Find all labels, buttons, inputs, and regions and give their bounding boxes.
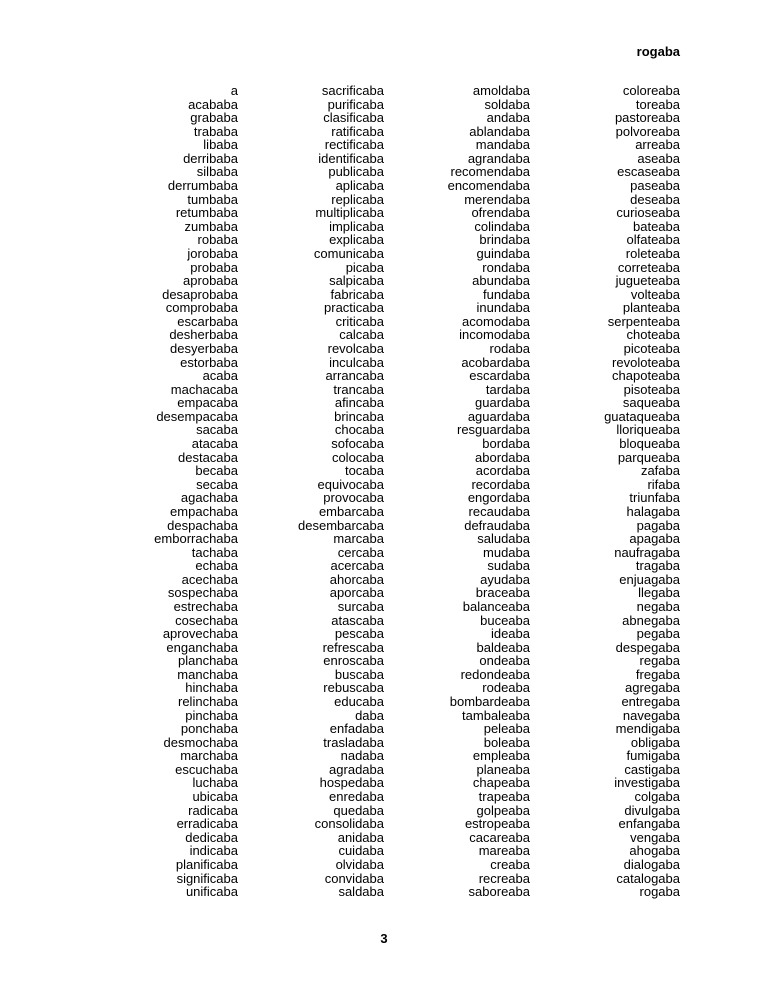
word-entry: practicaba: [324, 300, 384, 316]
word-entry: buceaba: [480, 612, 530, 628]
word-entry: trancaba: [333, 381, 384, 397]
word-entry: becaba: [195, 463, 238, 479]
word-entry: libaba: [203, 137, 238, 153]
word-entry: a: [230, 83, 238, 98]
word-entry: cosechaba: [175, 612, 238, 628]
page-number: 3: [380, 931, 388, 946]
word-entry: nadaba: [340, 748, 384, 764]
word-entry: encomendaba: [447, 178, 530, 194]
word-entry: defraudaba: [464, 517, 530, 533]
word-entry: mandaba: [475, 137, 530, 153]
word-entry: estropeaba: [464, 816, 530, 832]
word-entry: pastoreaba: [614, 110, 680, 126]
word-entry: zumbaba: [184, 218, 238, 234]
word-entry: rodaba: [489, 340, 530, 356]
word-entry: soldaba: [484, 96, 530, 112]
word-entry: ahorcaba: [329, 571, 384, 587]
word-entry: afincaba: [334, 395, 384, 411]
word-entry: bateaba: [633, 218, 680, 234]
word-entry: desmochaba: [163, 734, 238, 750]
word-entry: ondeaba: [479, 653, 530, 669]
word-entry: desyerbaba: [170, 340, 238, 356]
word-column-3: [448, 84, 530, 899]
word-entry: acechaba: [181, 571, 238, 587]
word-entry: escardaba: [469, 368, 530, 384]
word-entry: sacaba: [196, 422, 238, 438]
word-entry: zafaba: [640, 463, 680, 479]
word-entry: planteaba: [622, 300, 680, 316]
word-entry: incomodaba: [459, 327, 530, 343]
word-entry: tachaba: [191, 544, 238, 560]
word-entry: enfadaba: [329, 721, 384, 737]
word-entry: destacaba: [178, 449, 238, 465]
word-entry: planchaba: [178, 653, 238, 669]
word-entry: paseaba: [630, 178, 680, 194]
word-entry: divulgaba: [624, 802, 680, 818]
word-entry: ayudaba: [480, 571, 530, 587]
word-entry: rogaba: [639, 884, 680, 900]
word-entry: toreaba: [635, 96, 680, 112]
word-entry: dedicaba: [185, 829, 238, 845]
word-entry: hospedaba: [319, 775, 384, 791]
word-entry: agregaba: [625, 680, 680, 696]
word-entry: cacareaba: [469, 829, 530, 845]
word-entry: escaseaba: [617, 164, 680, 180]
word-entry: bloqueaba: [619, 436, 680, 452]
word-entry: enroscaba: [323, 653, 384, 669]
word-entry: clasificaba: [323, 110, 384, 126]
word-entry: baldeaba: [476, 639, 530, 655]
word-entry: guindaba: [476, 245, 530, 261]
word-entry: fumigaba: [626, 748, 680, 764]
word-entry: correteaba: [617, 259, 680, 275]
word-entry: sofocaba: [331, 436, 384, 452]
word-entry: derribaba: [183, 150, 238, 166]
word-entry: aguardaba: [467, 408, 530, 424]
word-entry: pegaba: [636, 626, 680, 642]
word-entry: colocaba: [331, 449, 384, 465]
word-entry: lloriqueaba: [616, 422, 680, 438]
word-entry: rectificaba: [324, 137, 384, 153]
word-entry: deseaba: [630, 191, 680, 207]
word-entry: revoloteaba: [612, 354, 680, 370]
word-entry: ponchaba: [180, 721, 238, 737]
word-entry: acercaba: [330, 558, 384, 574]
word-entry: aprobaba: [183, 273, 238, 289]
word-entry: echaba: [195, 558, 238, 574]
word-entry: atacaba: [191, 436, 238, 452]
word-entry: erradicaba: [176, 816, 238, 832]
word-entry: resguardaba: [457, 422, 530, 438]
word-entry: inculcaba: [329, 354, 384, 370]
word-entry: enredaba: [329, 789, 384, 805]
word-entry: serpenteaba: [607, 313, 680, 329]
word-entry: quedaba: [333, 802, 384, 818]
word-entry: estrechaba: [173, 598, 238, 614]
word-entry: agrandaba: [467, 150, 530, 166]
word-entry: identificaba: [318, 150, 384, 166]
word-entry: tardaba: [485, 381, 530, 397]
word-entry: fabricaba: [330, 286, 384, 302]
word-entry: golpeaba: [476, 802, 530, 818]
word-entry: embarcaba: [318, 503, 384, 519]
word-entry: enganchaba: [166, 639, 238, 655]
word-entry: educaba: [334, 694, 384, 710]
word-entry: planeaba: [476, 761, 530, 777]
word-entry: aseaba: [637, 150, 680, 166]
word-entry: parqueaba: [617, 449, 680, 465]
word-entry: ahogaba: [629, 843, 680, 859]
word-entry: marcaba: [333, 531, 384, 547]
word-entry: mareaba: [478, 843, 530, 859]
word-entry: andaba: [486, 110, 530, 126]
word-entry: tumbaba: [187, 191, 238, 207]
word-entry: derrumbaba: [167, 178, 238, 194]
word-entry: desempacaba: [156, 408, 238, 424]
word-entry: retumbaba: [175, 205, 238, 221]
word-entry: provocaba: [323, 490, 384, 506]
word-entry: explicaba: [329, 232, 384, 248]
word-entry: inundaba: [476, 300, 530, 316]
word-entry: calcaba: [339, 327, 384, 343]
word-entry: colgaba: [634, 789, 680, 805]
word-entry: choteaba: [626, 327, 680, 343]
word-entry: vengaba: [630, 829, 680, 845]
word-entry: empleaba: [472, 748, 530, 764]
word-entry: fundaba: [483, 286, 530, 302]
word-entry: boleaba: [483, 734, 530, 750]
word-entry: arreaba: [635, 137, 680, 153]
word-entry: picoteaba: [623, 340, 680, 356]
word-entry: polvoreaba: [615, 123, 680, 139]
word-entry: secaba: [196, 476, 238, 492]
word-entry: bordaba: [482, 436, 530, 452]
word-entry: apagaba: [629, 531, 680, 547]
word-entry: luchaba: [192, 775, 238, 791]
word-entry: catalogaba: [616, 870, 680, 886]
word-entry: ofrendaba: [471, 205, 530, 221]
word-entry: amoldaba: [472, 83, 530, 98]
word-entry: redondeaba: [460, 666, 530, 682]
word-entry: empacaba: [177, 395, 238, 411]
word-entry: trababa: [193, 123, 238, 139]
word-entry: tocaba: [344, 463, 384, 479]
word-entry: braceaba: [475, 585, 530, 601]
word-entry: obligaba: [630, 734, 680, 750]
word-entry: desaprobaba: [162, 286, 238, 302]
word-entry: pescaba: [334, 626, 384, 642]
word-entry: acobardaba: [461, 354, 530, 370]
word-entry: estorbaba: [180, 354, 238, 370]
word-entry: saludaba: [477, 531, 530, 547]
word-entry: anidaba: [337, 829, 384, 845]
word-entry: despegaba: [615, 639, 680, 655]
word-entry: volteaba: [630, 286, 680, 302]
word-entry: daba: [355, 707, 384, 723]
word-entry: entregaba: [621, 694, 680, 710]
word-entry: acaba: [202, 368, 238, 384]
word-entry: sacrificaba: [321, 83, 384, 98]
word-entry: manchaba: [177, 666, 238, 682]
word-entry: saboreaba: [468, 884, 530, 900]
word-entry: picaba: [345, 259, 384, 275]
word-entry: radicaba: [188, 802, 238, 818]
word-entry: recreaba: [478, 870, 530, 886]
word-entry: unificaba: [185, 884, 238, 900]
word-entry: mudaba: [483, 544, 530, 560]
word-entry: atascaba: [331, 612, 384, 628]
word-entry: peleaba: [483, 721, 530, 737]
word-entry: chapeaba: [472, 775, 530, 791]
word-entry: machacaba: [170, 381, 238, 397]
word-entry: cuidaba: [338, 843, 384, 859]
word-entry: ideaba: [490, 626, 530, 642]
word-entry: investigaba: [614, 775, 680, 791]
word-entry: acomodaba: [462, 313, 530, 329]
word-entry: ratificaba: [331, 123, 384, 139]
word-entry: tragaba: [635, 558, 680, 574]
word-entry: saqueaba: [622, 395, 680, 411]
word-entry: tambaleaba: [462, 707, 530, 723]
word-entry: dialogaba: [623, 856, 680, 872]
running-head: rogaba: [636, 44, 680, 59]
word-entry: saldaba: [338, 884, 384, 900]
word-entry: olfateaba: [626, 232, 680, 248]
word-entry: planificaba: [175, 856, 238, 872]
word-entry: multiplicaba: [315, 205, 384, 221]
word-entry: replicaba: [331, 191, 384, 207]
word-entry: engordaba: [467, 490, 530, 506]
word-entry: refrescaba: [322, 639, 384, 655]
word-entry: ablandaba: [469, 123, 530, 139]
word-entry: llegaba: [638, 585, 680, 601]
word-entry: arrancaba: [325, 368, 384, 384]
word-entry: criticaba: [335, 313, 384, 329]
word-entry: salpicaba: [329, 273, 384, 289]
word-entry: cercaba: [337, 544, 384, 560]
word-entry: brincaba: [334, 408, 384, 424]
word-entry: aporcaba: [329, 585, 384, 601]
word-entry: chapoteaba: [612, 368, 680, 384]
word-entry: surcaba: [337, 598, 384, 614]
word-entry: negaba: [636, 598, 680, 614]
word-entry: implicaba: [329, 218, 384, 234]
word-entry: rebuscaba: [323, 680, 384, 696]
word-entry: sospechaba: [167, 585, 238, 601]
word-entry: olvidaba: [335, 856, 384, 872]
word-entry: abnegaba: [622, 612, 680, 628]
word-entry: aplicaba: [335, 178, 384, 194]
word-entry: castigaba: [624, 761, 680, 777]
word-entry: chocaba: [334, 422, 384, 438]
word-entry: escuchaba: [175, 761, 238, 777]
word-entry: robaba: [197, 232, 238, 248]
word-entry: despachaba: [167, 517, 238, 533]
word-entry: guataqueaba: [604, 408, 680, 424]
word-entry: probaba: [190, 259, 238, 275]
word-entry: triunfaba: [629, 490, 680, 506]
word-entry: consolidaba: [314, 816, 384, 832]
word-entry: acordaba: [475, 463, 530, 479]
word-entry: significaba: [176, 870, 238, 886]
word-entry: rodeaba: [482, 680, 530, 696]
word-column-2: [298, 84, 384, 899]
word-entry: agradaba: [329, 761, 384, 777]
word-entry: relinchaba: [178, 694, 238, 710]
word-entry: buscaba: [334, 666, 384, 682]
word-entry: emborrachaba: [154, 531, 238, 547]
word-entry: balanceaba: [462, 598, 530, 614]
word-entry: sudaba: [487, 558, 530, 574]
word-entry: colindaba: [474, 218, 530, 234]
word-entry: empachaba: [170, 503, 238, 519]
word-column-4: [604, 84, 680, 899]
word-entry: pisoteaba: [623, 381, 680, 397]
word-entry: abordaba: [475, 449, 530, 465]
word-entry: recordaba: [471, 476, 530, 492]
word-entry: convidaba: [324, 870, 384, 886]
word-entry: recomendaba: [450, 164, 530, 180]
word-entry: trapeaba: [478, 789, 530, 805]
word-column-1: [154, 84, 238, 899]
word-entry: silbaba: [196, 164, 238, 180]
word-entry: navegaba: [622, 707, 680, 723]
word-entry: equivocaba: [317, 476, 384, 492]
word-entry: desherbaba: [169, 327, 238, 343]
word-entry: brindaba: [479, 232, 530, 248]
word-entry: mendigaba: [615, 721, 680, 737]
word-entry: escarbaba: [177, 313, 238, 329]
word-entry: publicaba: [328, 164, 384, 180]
word-entry: jorobaba: [187, 245, 238, 261]
word-entry: aprovechaba: [162, 626, 238, 642]
word-entry: halagaba: [626, 503, 680, 519]
word-entry: enfangaba: [618, 816, 680, 832]
word-entry: fregaba: [635, 666, 680, 682]
word-entry: bombardeaba: [449, 694, 530, 710]
word-entry: curioseaba: [616, 205, 680, 221]
word-entry: trasladaba: [323, 734, 384, 750]
word-entry: coloreaba: [622, 83, 680, 98]
word-entry: indicaba: [189, 843, 238, 859]
word-entry: naufragaba: [614, 544, 680, 560]
word-entry: pagaba: [636, 517, 680, 533]
word-entry: pinchaba: [185, 707, 238, 723]
word-entry: ubicaba: [192, 789, 238, 805]
word-entry: grababa: [190, 110, 238, 126]
word-entry: desembarcaba: [298, 517, 384, 533]
word-entry: guardaba: [475, 395, 530, 411]
word-entry: comprobaba: [165, 300, 238, 316]
word-entry: hinchaba: [185, 680, 238, 696]
word-entry: marchaba: [180, 748, 238, 764]
word-entry: merendaba: [464, 191, 530, 207]
word-entry: creaba: [490, 856, 530, 872]
word-entry: recaudaba: [468, 503, 530, 519]
word-entry: revolcaba: [327, 340, 384, 356]
word-entry: abundaba: [472, 273, 530, 289]
word-entry: rifaba: [647, 476, 680, 492]
word-entry: purificaba: [327, 96, 384, 112]
word-entry: enjuagaba: [619, 571, 680, 587]
word-entry: agachaba: [180, 490, 238, 506]
word-entry: acababa: [188, 96, 238, 112]
word-entry: rondaba: [482, 259, 530, 275]
word-entry: jugueteaba: [615, 273, 680, 289]
word-entry: regaba: [639, 653, 680, 669]
word-entry: roleteaba: [625, 245, 680, 261]
word-entry: comunicaba: [313, 245, 384, 261]
